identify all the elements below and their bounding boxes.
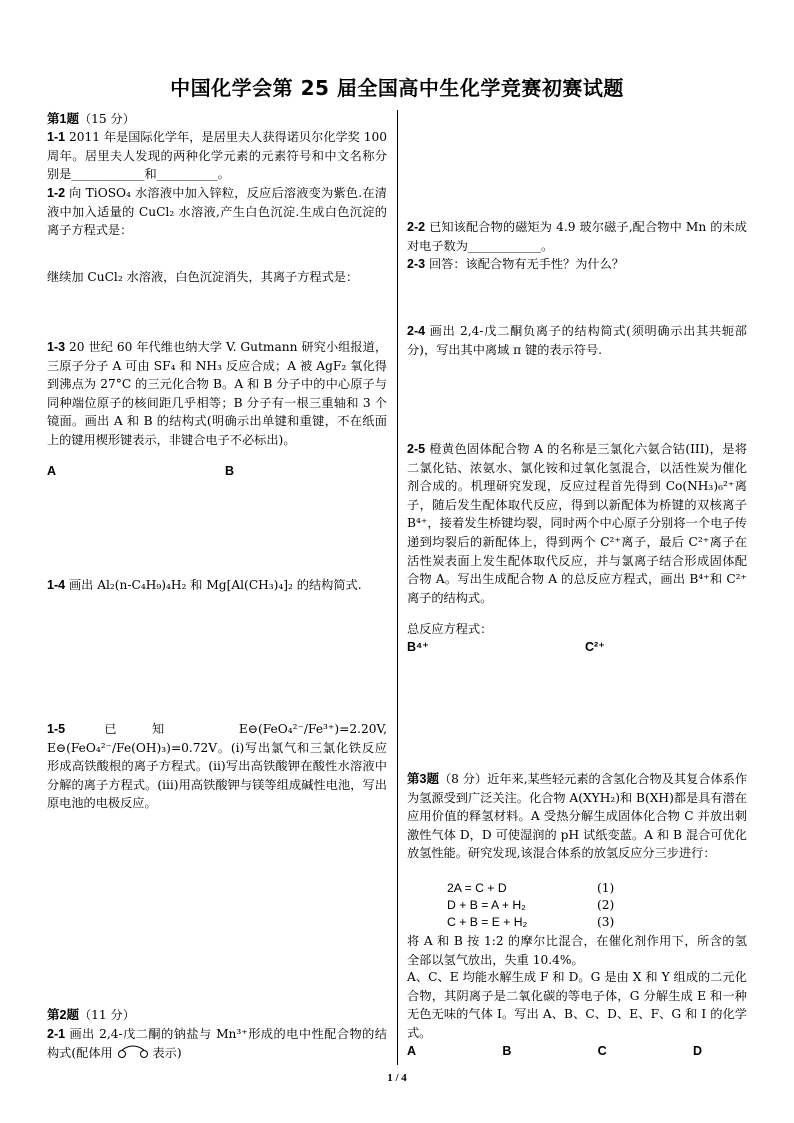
q2-1: 2-1 画出 2,4-戊二酮的钠盐与 Mn³⁺形成的电中性配合物的结构式(配体用 表示) xyxy=(47,1027,387,1060)
q2-2: 2-2 已知该配合物的磁矩为 4.9 玻尔磁子,配合物中 Mn 的未成对电子数为____________。 xyxy=(407,220,747,253)
q3-after: 将 A 和 B 按 1:2 的摩尔比混合，在催化剂作用下，所含的氢全部以氢气放出，失重 10.4%。 xyxy=(407,934,747,967)
q1-1: 1-1 2011 年是国际化学年，是居里夫人获得诺贝尔化学奖 100 周年。居里夫人发现的两种化学元素的元素符号和中文名称分别是____________和__________。 xyxy=(47,130,388,182)
equation-3: C + B = E + H₂ (3) xyxy=(447,915,615,929)
q2-5: 2-5 橙黄色固体配合物 A 的名称是三氯化六氨合钴(III)，是将二氯化钴、浓氨水、氯化铵和过氧化氢混合，以活性炭为催化剂合成的。机理研究发现，反应过程首先得到 Co(NH₃)₆²⁺离子，随后发生配体取代反应，得到以新配体为桥键的双核离子 B⁴⁺，接着发生桥键均裂，同时两个中心原子分别将一个电子传递到均裂后的新配体上，得到两个 C²⁺离子，最后 C²⁺离子在活性炭表面上发生配体取代反应，并与氯离子结合形成固体配合物 A。写出生成配合物 A 的总反应方程式，画出 B⁴⁺和 C²⁺离子的结构式。 xyxy=(407,442,748,605)
q2-4: 2-4 画出 2,4-戊二酮负离子的结构简式(须明确示出其共轭部分)，写出其中离域 π 键的表示符号. xyxy=(407,324,747,357)
ligand-arc-icon xyxy=(117,1045,149,1059)
answer-d: D xyxy=(692,1044,702,1058)
column-divider xyxy=(397,110,398,1065)
answer-a: A xyxy=(407,1044,417,1058)
q3-equations xyxy=(447,880,614,931)
q2-5-answers: B⁴⁺ C²⁺ xyxy=(407,640,605,654)
q1-3: 1-3 20 世纪 60 年代维也纳大学 V. Gutmann 研究小组报道，三原子分子 A 可由 SF₄ 和 NH₃ 反应合成；A 被 AgF₂ 氧化得到沸点为 27°C 的三元化合物 B。A 和 B 分子中的中心原子与同种端位原子的核间距几乎相等；B 分子有一根三重轴和 3 个镜面。画出 A 和 B 的结构式(明确示出单键和重键，不在纸面上的键用楔形键表示，非键合电子不必标出)。 xyxy=(47,340,388,447)
q1-4: 1-4 画出 Al₂(n-C₄H₉)₄H₂ 和 Mg[Al(CH₃)₄]₂ 的结构简式. xyxy=(47,578,362,592)
q3-intro: 第3题（8 分）近年来,某些轻元素的含氢化合物及其复合体系作为氢源受到广泛关注。化合物 A(XYH₂)和 B(XH)都是具有潜在应用价值的释氢材料。A 受热分解生成固体化合物 C 并放出刺激性气体 D，D 可使湿润的 pH 试纸变蓝。A 和 B 混合可优化放氢性能。研究发现,该混合体系的放氢反应分三步进行： xyxy=(407,772,748,861)
q3-after2: A、C、E 均能水解生成 F 和 D。G 是由 X 和 Y 组成的二元化合物，其阴离子是二氧化碳的等电子体，G 分解生成 E 和一种无色无味的气体 I。写出 A、B、C、D、E、F、G 和 I 的化学式。 xyxy=(407,970,747,1040)
answer-b: B xyxy=(502,1044,512,1058)
equation-2: D + B = A + H₂ (2) xyxy=(447,898,615,912)
q2-5-total: 总反应方程式： xyxy=(407,622,493,636)
q2-header: 第2题（11 分） xyxy=(47,1008,135,1022)
q1-2: 1-2 向 TiOSO₄ 水溶液中加入锌粒，反应后溶液变为紫色.在清液中加入适量的 CuCl₂ 水溶液,产生白色沉淀.生成白色沉淀的离子方程式是： xyxy=(47,186,387,238)
equation-1: 2A = C + D (1) xyxy=(447,881,615,895)
q1-3-answers: A B xyxy=(47,464,235,478)
page-title: 中国化学会第 25 届全国高中生化学竞赛初赛试题 xyxy=(170,76,624,100)
q3-answers xyxy=(407,1042,747,1061)
q1-header: 第1题（15 分） xyxy=(47,112,135,126)
q1-5: 1-5 已知 E⊖(FeO₄²⁻/Fe³⁺)=2.20V, E⊖(FeO₄²⁻/Fe(OH)₃)=0.72V。(i)写出氯气和三氯化铁反应形成高铁酸根的离子方程式。(ii)写出高铁酸钾在酸性水溶液中分解的离子方程式。(iii)用高铁酸钾与镁等组成碱性电池，写出原电池的电极反应。 xyxy=(47,722,387,811)
answer-c: C xyxy=(597,1044,607,1058)
q1-2-b: 继续加 CuCl₂ 水溶液，白色沉淀消失，其离子方程式是： xyxy=(47,270,359,284)
page-number: 1 / 4 xyxy=(387,1072,407,1084)
q2-3: 2-3 回答：该配合物有无手性？为什么？ xyxy=(407,257,624,271)
